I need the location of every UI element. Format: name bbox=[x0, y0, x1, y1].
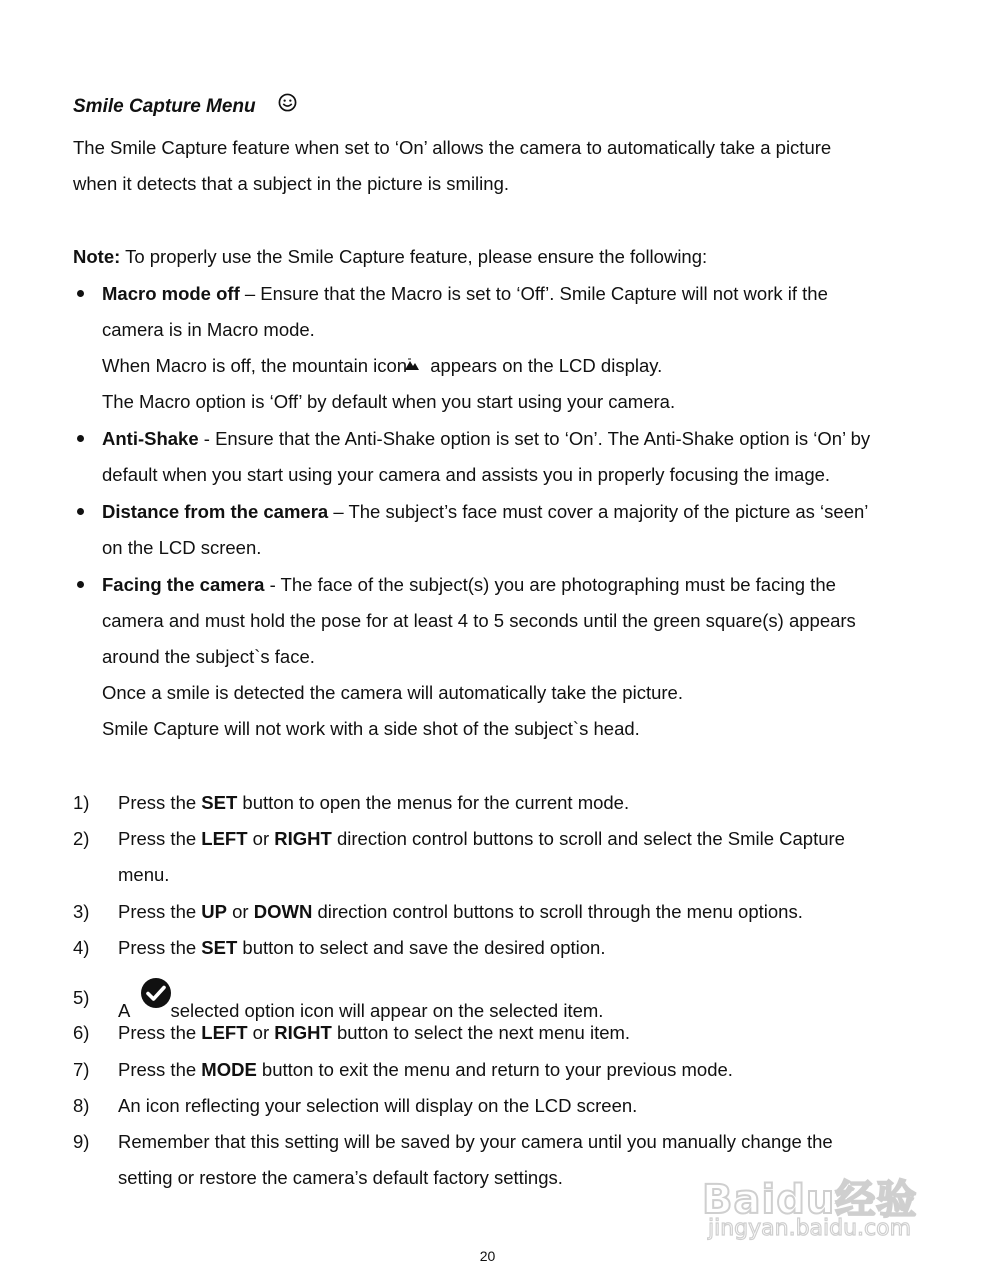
bullet-distance-title: Distance from the camera bbox=[102, 501, 329, 522]
bullet-dot bbox=[77, 290, 84, 297]
checkmark-circle-icon bbox=[140, 977, 172, 1009]
step-number: 2) bbox=[73, 828, 90, 849]
note-label: Note: bbox=[73, 246, 121, 267]
step-key: LEFT bbox=[201, 1022, 248, 1043]
step-key: MODE bbox=[201, 1059, 257, 1080]
step-6 bbox=[118, 1022, 630, 1044]
step-number: 8) bbox=[73, 1095, 90, 1116]
bullet-facing-line-4: Once a smile is detected the camera will automatically take the picture. bbox=[102, 682, 683, 703]
step-text: selected option icon will appear on the selected item. bbox=[170, 1000, 604, 1021]
watermark-brand: Baidu经验 bbox=[702, 1177, 918, 1223]
step-text: Press the bbox=[118, 792, 202, 813]
step-key: SET bbox=[201, 937, 238, 958]
intro-line-1: The Smile Capture feature when set to ‘On’ allows the camera to automatically take a picture bbox=[73, 137, 832, 158]
bullet-macro-text: – Ensure that the Macro is set to ‘Off’. Smile Capture will not work if the bbox=[239, 283, 828, 304]
step-key: DOWN bbox=[253, 901, 313, 922]
step-number: 5) bbox=[73, 987, 90, 1008]
step-text: or bbox=[247, 1022, 275, 1043]
bullet-distance-text: – The subject’s face must cover a majority of the picture as ‘seen’ bbox=[328, 501, 869, 522]
bullet-dot bbox=[77, 435, 84, 442]
step-key: RIGHT bbox=[274, 828, 332, 849]
step-2-continued: menu. bbox=[118, 864, 170, 885]
step-text: or bbox=[247, 828, 275, 849]
bullet-facing-title: Facing the camera bbox=[102, 574, 265, 595]
step-text: button to open the menus for the current mode. bbox=[237, 792, 630, 813]
step-text: or bbox=[227, 901, 254, 922]
step-text: A bbox=[118, 1000, 135, 1021]
note-text: To properly use the Smile Capture feature, please ensure the following: bbox=[120, 246, 708, 267]
step-number: 6) bbox=[73, 1022, 90, 1043]
bullet-macro-title: Macro mode off bbox=[102, 283, 240, 304]
bullet-facing-text: - The face of the subject(s) you are photographing must be facing the bbox=[264, 574, 836, 595]
step-key: LEFT bbox=[201, 828, 248, 849]
step-number: 3) bbox=[73, 901, 90, 922]
step-text: direction control buttons to scroll and select the Smile Capture bbox=[331, 828, 845, 849]
bullet-facing-line-5: Smile Capture will not work with a side shot of the subject`s head. bbox=[102, 718, 640, 739]
step-2 bbox=[118, 828, 845, 850]
note-paragraph bbox=[73, 246, 707, 268]
bullet-macro-line-3 bbox=[102, 355, 662, 377]
step-7 bbox=[118, 1059, 733, 1081]
section-title: Smile Capture Menu bbox=[73, 96, 256, 117]
bullet-dot bbox=[77, 508, 84, 515]
step-key: RIGHT bbox=[274, 1022, 332, 1043]
bullet-antishake-line-1 bbox=[102, 428, 870, 450]
step-9-continued: setting or restore the camera’s default factory settings. bbox=[118, 1167, 563, 1188]
step-text: Press the bbox=[118, 901, 202, 922]
bullet-macro-line-2: camera is in Macro mode. bbox=[102, 319, 315, 340]
step-text: Press the bbox=[118, 1059, 202, 1080]
step-number: 4) bbox=[73, 937, 90, 958]
bullet-facing-line-1 bbox=[102, 574, 836, 596]
step-8: An icon reflecting your selection will display on the LCD screen. bbox=[118, 1095, 638, 1116]
step-text: direction control buttons to scroll through the menu options. bbox=[312, 901, 803, 922]
bullet-distance-line-1 bbox=[102, 501, 868, 523]
step-4 bbox=[118, 937, 605, 959]
step-text: button to select and save the desired option. bbox=[237, 937, 606, 958]
step-key: SET bbox=[201, 792, 238, 813]
bullet-dot bbox=[77, 581, 84, 588]
bullet-antishake-text: - Ensure that the Anti-Shake option is set to ‘On’. The Anti-Shake option is ‘On’ by bbox=[198, 428, 871, 449]
bullet-distance-line-2: on the LCD screen. bbox=[102, 537, 262, 558]
bullet-macro-line-4: The Macro option is ‘Off’ by default when you start using your camera. bbox=[102, 391, 676, 412]
step-key: UP bbox=[201, 901, 227, 922]
step-number: 9) bbox=[73, 1131, 90, 1152]
bullet-antishake-title: Anti-Shake bbox=[102, 428, 199, 449]
step-3 bbox=[118, 901, 803, 923]
bullet-macro-line-1 bbox=[102, 283, 828, 305]
step-text: Press the bbox=[118, 937, 202, 958]
bullet-macro-line-3a: When Macro is off, the mountain icon bbox=[102, 355, 408, 376]
baidu-watermark bbox=[702, 1150, 942, 1250]
intro-line-2: when it detects that a subject in the picture is smiling. bbox=[73, 173, 509, 194]
step-text: Press the bbox=[118, 1022, 202, 1043]
step-text: Press the bbox=[118, 828, 202, 849]
step-number: 1) bbox=[73, 792, 90, 813]
smiley-face-icon bbox=[278, 93, 297, 112]
bullet-macro-line-3b: appears on the LCD display. bbox=[425, 355, 663, 376]
bullet-antishake-line-2: default when you start using your camera and assists you in properly focusing the image. bbox=[102, 464, 831, 485]
step-number: 7) bbox=[73, 1059, 90, 1080]
bullet-facing-line-2: camera and must hold the pose for at least 4 to 5 seconds until the green square(s) appears bbox=[102, 610, 856, 631]
bullet-facing-line-3: around the subject`s face. bbox=[102, 646, 315, 667]
page-number: 20 bbox=[479, 1248, 496, 1264]
step-5 bbox=[118, 987, 603, 1022]
step-9: Remember that this setting will be saved by your camera until you manually change the bbox=[118, 1131, 833, 1152]
step-text: button to exit the menu and return to your previous mode. bbox=[256, 1059, 733, 1080]
step-text: button to select the next menu item. bbox=[331, 1022, 631, 1043]
step-1 bbox=[118, 792, 629, 814]
mountain-icon bbox=[405, 358, 419, 370]
watermark-site: jingyan.baidu.com bbox=[708, 1216, 912, 1241]
